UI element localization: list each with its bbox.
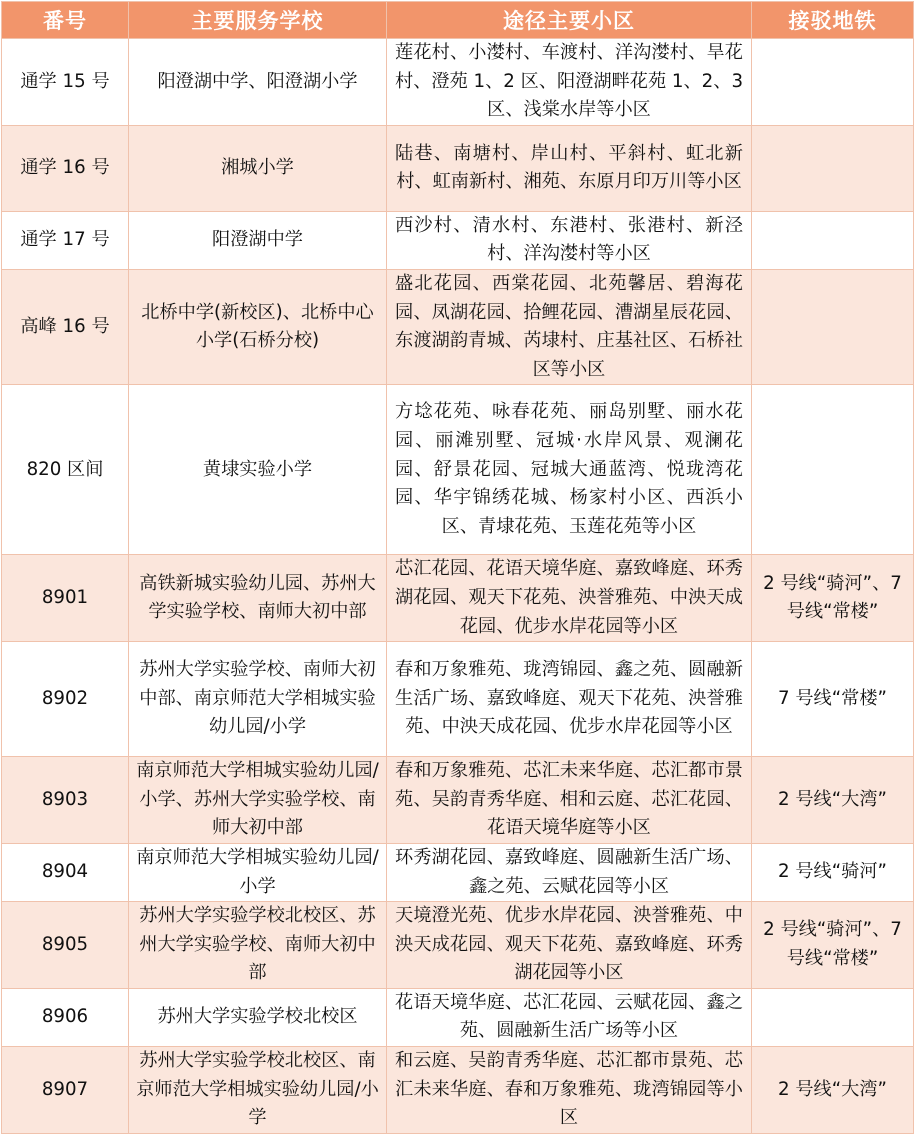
route-communities-cell: 盛北花园、西棠花园、北苑馨居、碧海花园、凤湖花园、拾鲤花园、漕湖星辰花园、东渡湖韵青城、芮埭村、庄基社区、石桥社区等小区	[387, 269, 752, 384]
route-number: 8903	[2, 757, 129, 844]
school-cell: 苏州大学实验学校、南师大初中部、南京师范大学相城实验幼儿园/小学	[129, 642, 387, 757]
header-metro: 接驳地铁	[752, 2, 914, 39]
metro-cell	[752, 385, 914, 555]
table-row	[2, 269, 914, 384]
route-number: 8905	[2, 902, 129, 989]
route-number: 8907	[2, 1047, 129, 1134]
route-number: 通学 16 号	[2, 125, 129, 211]
table-row	[2, 642, 914, 757]
table-row	[2, 757, 914, 844]
route-communities-cell: 天境澄光苑、优步水岸花园、泱誉雅苑、中泱天成花园、观天下花苑、嘉致峰庭、环秀湖花园等小区	[387, 902, 752, 989]
school-cell: 湘城小学	[129, 125, 387, 211]
school-cell: 苏州大学实验学校北校区、苏州大学实验学校、南师大初中部	[129, 902, 387, 989]
table-row	[2, 843, 914, 901]
table-row	[2, 902, 914, 989]
school-cell: 阳澄湖中学、阳澄湖小学	[129, 39, 387, 126]
metro-cell: 2 号线“大湾”	[752, 757, 914, 844]
bus-route-table	[1, 1, 914, 1134]
route-number: 8902	[2, 642, 129, 757]
metro-cell: 7 号线“常楼”	[752, 642, 914, 757]
table-row	[2, 125, 914, 211]
route-communities-cell: 莲花村、小漤村、车渡村、洋沟漤村、旱花村、澄苑 1、2 区、阳澄湖畔花苑 1、2、3 区、浅棠水岸等小区	[387, 39, 752, 126]
route-communities-cell: 春和万象雅苑、芯汇未来华庭、芯汇都市景苑、吴韵青秀华庭、相和云庭、芯汇花园、花语天境华庭等小区	[387, 757, 752, 844]
route-number: 高峰 16 号	[2, 269, 129, 384]
school-cell: 黄埭实验小学	[129, 385, 387, 555]
metro-cell: 2 号线“骑河”	[752, 843, 914, 901]
route-communities-cell: 西沙村、清水村、东港村、张港村、新泾村、洋沟漤村等小区	[387, 211, 752, 269]
metro-cell	[752, 125, 914, 211]
bus-route-table-page	[1, 1, 913, 1129]
route-communities-cell: 陆巷、南塘村、岸山村、平斜村、虹北新村、虹南新村、湘苑、东原月印万川等小区	[387, 125, 752, 211]
route-communities-cell: 花语天境华庭、芯汇花园、云赋花园、鑫之苑、圆融新生活广场等小区	[387, 988, 752, 1046]
table-row	[2, 555, 914, 642]
metro-cell	[752, 39, 914, 126]
metro-cell	[752, 988, 914, 1046]
header-route-communities: 途径主要小区	[387, 2, 752, 39]
table-row	[2, 39, 914, 126]
school-cell: 阳澄湖中学	[129, 211, 387, 269]
school-cell: 高铁新城实验幼儿园、苏州大学实验学校、南师大初中部	[129, 555, 387, 642]
school-cell: 苏州大学实验学校北校区、南京师范大学相城实验幼儿园/小学	[129, 1047, 387, 1134]
school-cell: 南京师范大学相城实验幼儿园/小学	[129, 843, 387, 901]
metro-cell: 2 号线“骑河”、7 号线“常楼”	[752, 902, 914, 989]
school-cell: 北桥中学(新校区)、北桥中心小学(石桥分校)	[129, 269, 387, 384]
route-number: 820 区间	[2, 385, 129, 555]
metro-cell: 2 号线“骑河”、7 号线“常楼”	[752, 555, 914, 642]
route-number: 通学 15 号	[2, 39, 129, 126]
table-row	[2, 988, 914, 1046]
route-communities-cell: 和云庭、吴韵青秀华庭、芯汇都市景苑、芯汇未来华庭、春和万象雅苑、珑湾锦园等小区	[387, 1047, 752, 1134]
route-number: 通学 17 号	[2, 211, 129, 269]
route-number: 8904	[2, 843, 129, 901]
route-communities-cell: 春和万象雅苑、珑湾锦园、鑫之苑、圆融新生活广场、嘉致峰庭、观天下花苑、泱誉雅苑、中泱天成花园、优步水岸花园等小区	[387, 642, 752, 757]
table-row	[2, 385, 914, 555]
school-cell: 南京师范大学相城实验幼儿园/小学、苏州大学实验学校、南师大初中部	[129, 757, 387, 844]
table-row	[2, 1047, 914, 1134]
header-route-number: 番号	[2, 2, 129, 39]
table-row	[2, 211, 914, 269]
route-number: 8906	[2, 988, 129, 1046]
route-communities-cell: 方埝花苑、咏春花苑、丽岛别墅、丽水花园、丽滩别墅、冠城·水岸风景、观澜花园、舒景花园、冠城大通蓝湾、悦珑湾花园、华宇锦绣花城、杨家村小区、西浜小区、青埭花苑、玉莲花苑等小区	[387, 385, 752, 555]
metro-cell	[752, 269, 914, 384]
metro-cell: 2 号线“大湾”	[752, 1047, 914, 1134]
header-school: 主要服务学校	[129, 2, 387, 39]
school-cell: 苏州大学实验学校北校区	[129, 988, 387, 1046]
table-header-row	[2, 2, 914, 39]
route-number: 8901	[2, 555, 129, 642]
route-communities-cell: 芯汇花园、花语天境华庭、嘉致峰庭、环秀湖花园、观天下花苑、泱誉雅苑、中泱天成花园、优步水岸花园等小区	[387, 555, 752, 642]
metro-cell	[752, 211, 914, 269]
route-communities-cell: 环秀湖花园、嘉致峰庭、圆融新生活广场、鑫之苑、云赋花园等小区	[387, 843, 752, 901]
